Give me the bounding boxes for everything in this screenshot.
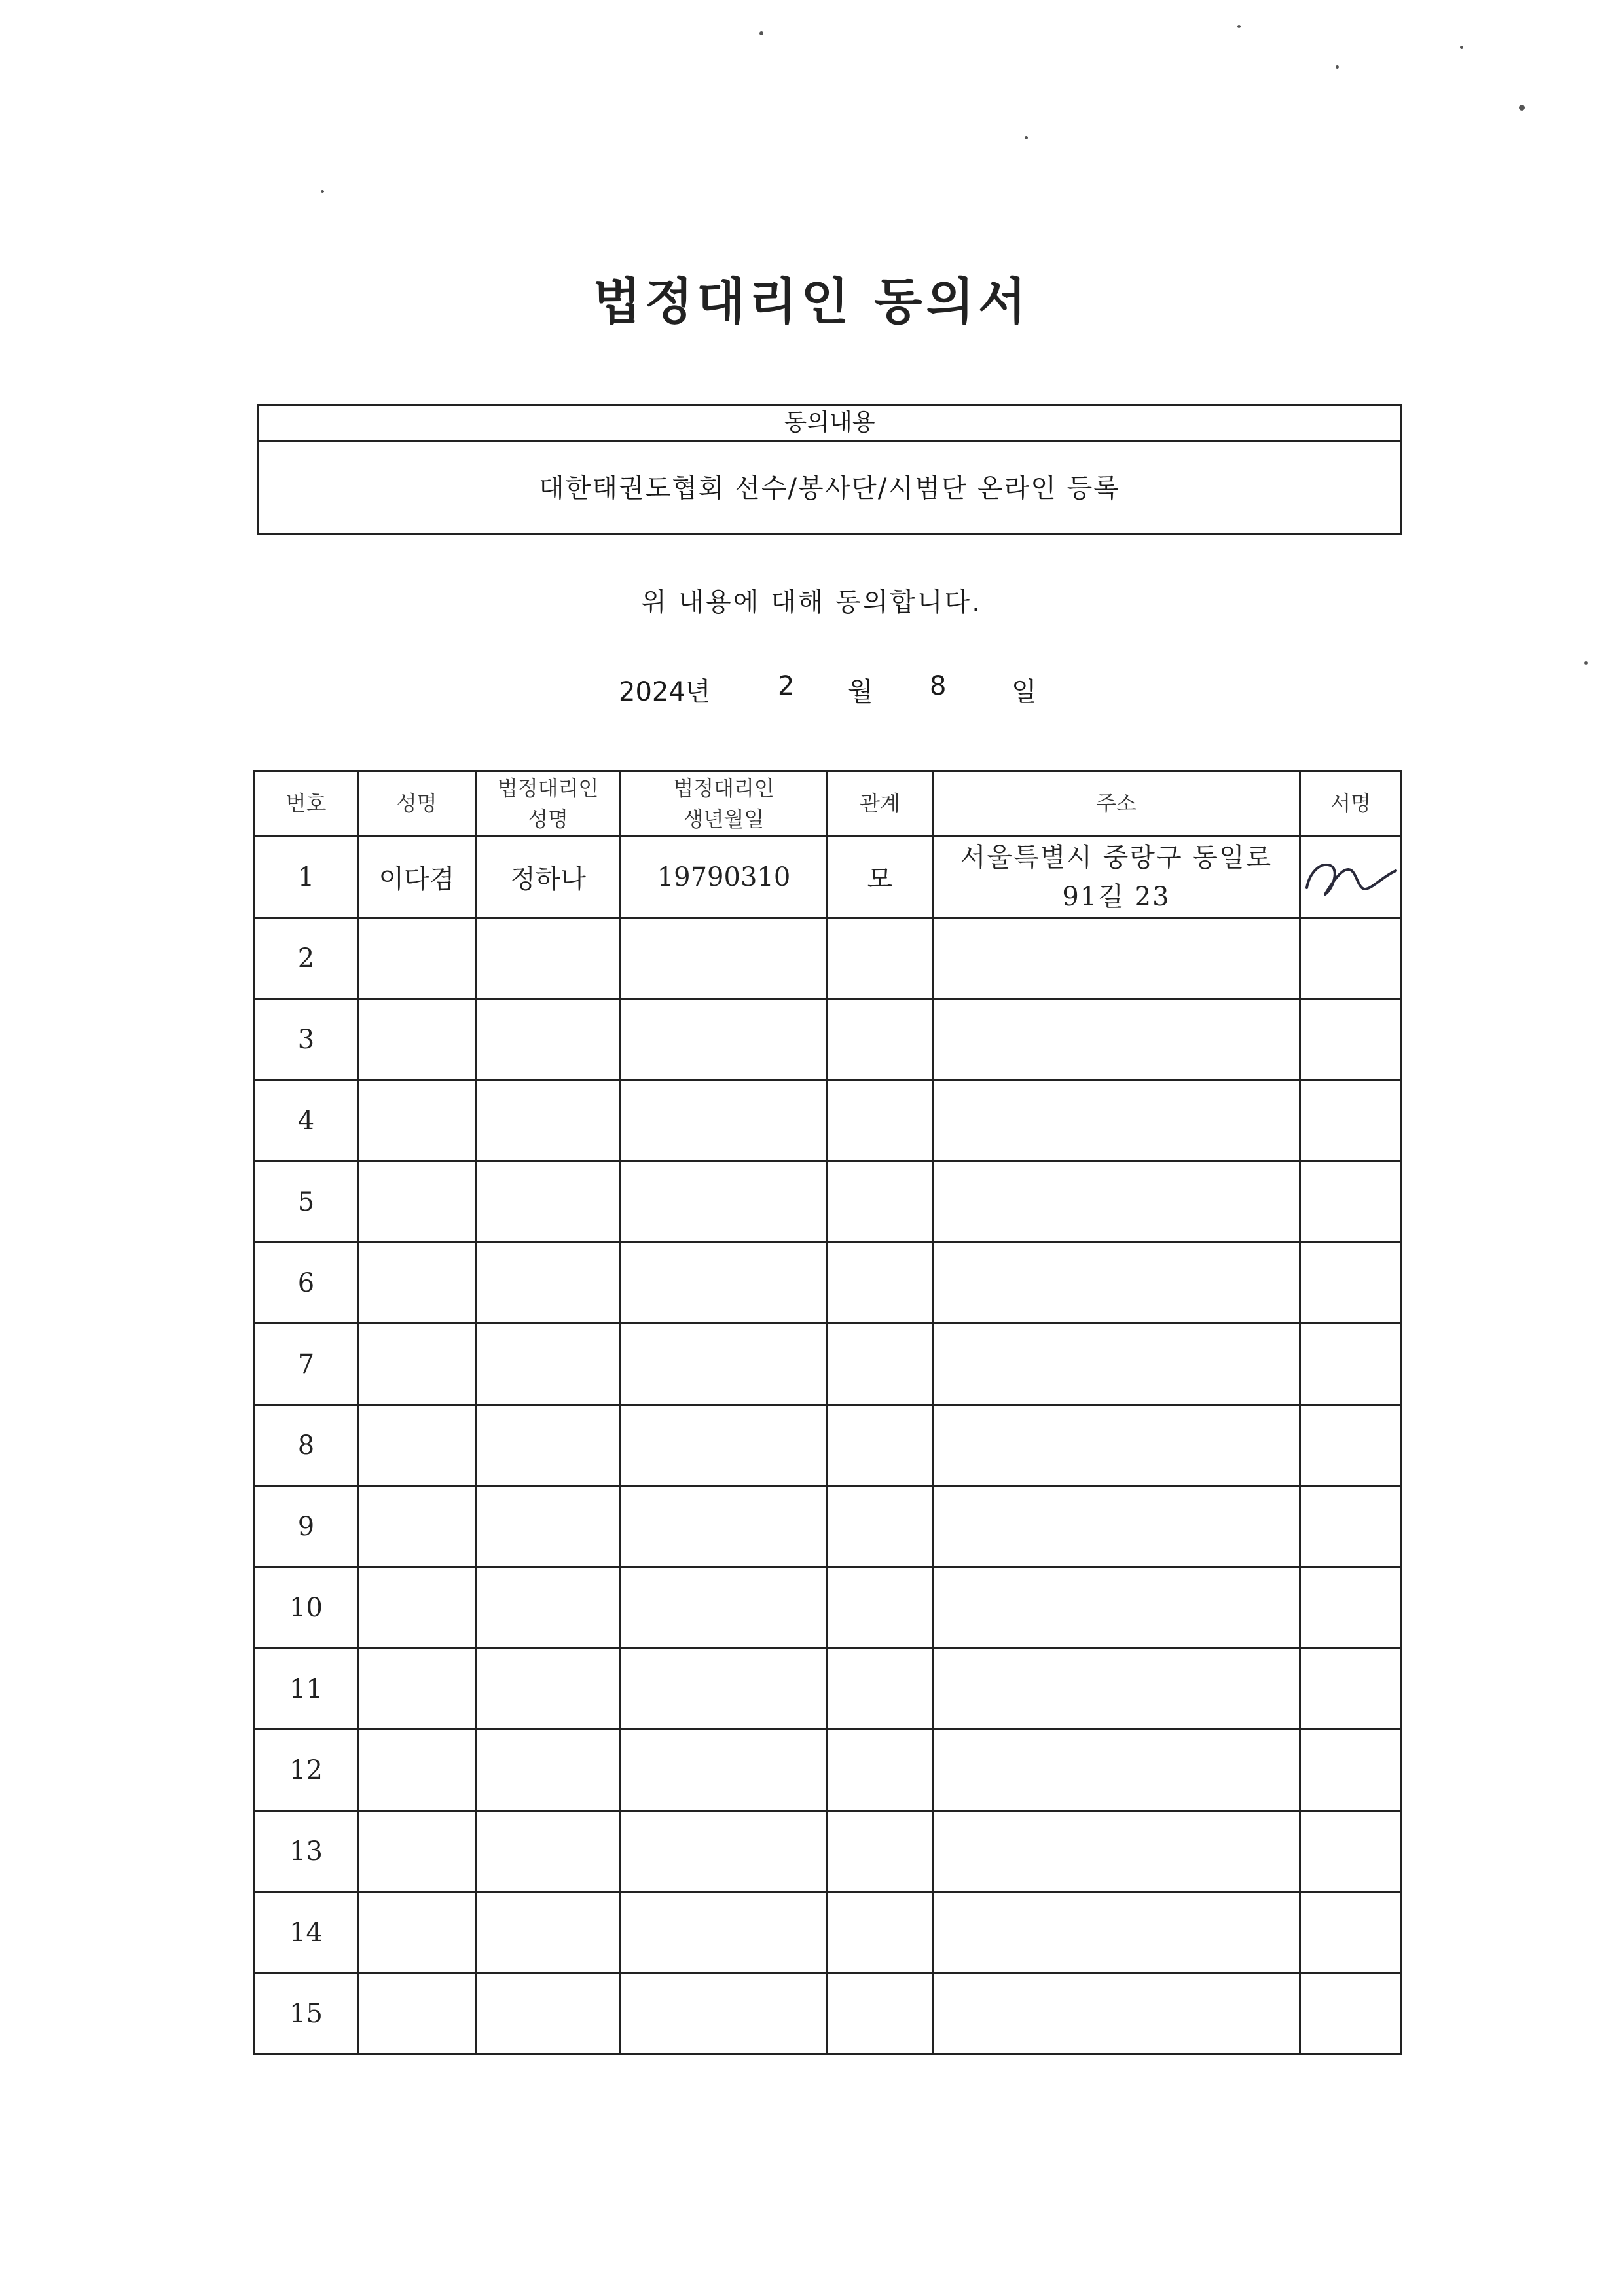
table-row — [255, 1649, 1402, 1730]
row-guardian-birth — [621, 1243, 828, 1324]
scan-speck — [321, 190, 324, 193]
row-relation — [828, 1892, 933, 1973]
header-guardian-name — [476, 771, 621, 837]
row-number: 5 — [255, 1161, 358, 1243]
row-number: 11 — [255, 1649, 358, 1730]
row-number: 6 — [255, 1243, 358, 1324]
table-row — [255, 1486, 1402, 1567]
scan-speck — [1584, 661, 1588, 665]
row-number: 13 — [255, 1811, 358, 1892]
row-number: 7 — [255, 1324, 358, 1405]
row-signature — [1300, 1892, 1402, 1973]
row-address — [933, 1567, 1300, 1649]
table-row — [255, 1567, 1402, 1649]
row-address — [933, 1811, 1300, 1892]
row-address — [933, 1730, 1300, 1811]
row-guardian-birth — [621, 1567, 828, 1649]
row-guardian-birth — [621, 1080, 828, 1161]
scan-speck — [1237, 25, 1241, 28]
table-row — [255, 1080, 1402, 1161]
table-row — [255, 999, 1402, 1080]
header-no: 번호 — [255, 771, 358, 837]
row-relation — [828, 1243, 933, 1324]
table-row — [255, 1324, 1402, 1405]
row-guardian-birth — [621, 918, 828, 999]
row-name — [358, 999, 476, 1080]
row-name — [358, 1161, 476, 1243]
row-guardian-birth — [621, 1161, 828, 1243]
scan-speck — [1336, 65, 1339, 69]
consent-header: 동의내용 — [259, 406, 1400, 442]
row-name — [358, 1730, 476, 1811]
row-relation — [828, 1405, 933, 1486]
table-row — [255, 1811, 1402, 1892]
row-address-line2: 91길 23 — [1062, 881, 1171, 912]
row-address — [933, 1324, 1300, 1405]
table-row — [255, 1243, 1402, 1324]
row-signature — [1300, 1243, 1402, 1324]
row-number: 2 — [255, 918, 358, 999]
document-title: 법정대리인 동의서 — [593, 272, 1030, 331]
row-guardian-birth — [621, 1405, 828, 1486]
row-number: 3 — [255, 999, 358, 1080]
row-guardian-birth — [621, 1324, 828, 1405]
scan-speck — [1519, 105, 1525, 111]
row-signature — [1300, 1324, 1402, 1405]
date-day-unit: 일 — [1012, 677, 1037, 707]
agreement-statement: 위 내용에 대해 동의합니다. — [641, 587, 982, 617]
row-signature — [1300, 1730, 1402, 1811]
table-row — [255, 1161, 1402, 1243]
row-relation — [828, 1649, 933, 1730]
scan-speck — [1025, 136, 1028, 139]
row-guardian-birth — [621, 1649, 828, 1730]
row-number: 1 — [255, 837, 358, 918]
row-guardian-birth — [621, 999, 828, 1080]
row-guardian-name — [476, 1324, 621, 1405]
row-signature — [1300, 1161, 1402, 1243]
row-number: 12 — [255, 1730, 358, 1811]
row-guardian-birth — [621, 1892, 828, 1973]
handwritten-signature — [1302, 851, 1400, 903]
row-relation — [828, 1973, 933, 2054]
row-relation: 모 — [828, 837, 933, 918]
row-relation — [828, 1486, 933, 1567]
row-relation — [828, 918, 933, 999]
scan-speck — [1460, 46, 1463, 49]
header-relation: 관계 — [828, 771, 933, 837]
date-year: 2024년 — [619, 677, 711, 707]
row-guardian-birth — [621, 1811, 828, 1892]
scan-speck — [759, 31, 763, 35]
table-row — [255, 837, 1402, 918]
date-day: 8 — [930, 671, 947, 701]
row-address-line1: 서울특별시 중랑구 동일로 — [960, 842, 1273, 873]
row-guardian-name — [476, 1973, 621, 2054]
row-guardian-name — [476, 1080, 621, 1161]
header-address: 주소 — [933, 771, 1300, 837]
row-guardian-name — [476, 1486, 621, 1567]
row-guardian-birth — [621, 1730, 828, 1811]
header-guardian-birth — [621, 771, 828, 837]
row-relation — [828, 1811, 933, 1892]
table-row — [255, 1730, 1402, 1811]
row-name — [358, 1973, 476, 2054]
row-address — [933, 1405, 1300, 1486]
row-name — [358, 1243, 476, 1324]
row-signature — [1300, 837, 1402, 918]
row-address — [933, 1892, 1300, 1973]
row-guardian-name — [476, 1567, 621, 1649]
row-guardian-name — [476, 1892, 621, 1973]
row-number: 4 — [255, 1080, 358, 1161]
row-name — [358, 1567, 476, 1649]
row-number: 9 — [255, 1486, 358, 1567]
row-guardian-name — [476, 1649, 621, 1730]
row-address — [933, 1080, 1300, 1161]
consent-box — [257, 404, 1402, 535]
row-number: 15 — [255, 1973, 358, 2054]
row-name — [358, 918, 476, 999]
row-signature — [1300, 918, 1402, 999]
header-guardian-birth-line1: 법정대리인 — [673, 776, 775, 801]
row-relation — [828, 1324, 933, 1405]
row-address — [933, 1649, 1300, 1730]
row-guardian-name — [476, 1405, 621, 1486]
row-signature — [1300, 1567, 1402, 1649]
table-row — [255, 1973, 1402, 2054]
table-row — [255, 1405, 1402, 1486]
row-guardian-name — [476, 918, 621, 999]
row-guardian-birth — [621, 1973, 828, 2054]
row-guardian-birth: 19790310 — [621, 837, 828, 918]
row-relation — [828, 999, 933, 1080]
header-guardian-name-line1: 법정대리인 — [497, 776, 599, 801]
header-guardian-name-line2: 성명 — [528, 806, 568, 831]
row-address — [933, 837, 1300, 918]
row-number: 8 — [255, 1405, 358, 1486]
row-signature — [1300, 1973, 1402, 2054]
row-name — [358, 1080, 476, 1161]
row-address — [933, 1486, 1300, 1567]
row-signature — [1300, 1811, 1402, 1892]
row-signature — [1300, 1486, 1402, 1567]
row-name: 이다겸 — [358, 837, 476, 918]
row-number: 14 — [255, 1892, 358, 1973]
row-name — [358, 1811, 476, 1892]
row-signature — [1300, 999, 1402, 1080]
table-row — [255, 918, 1402, 999]
row-guardian-birth — [621, 1486, 828, 1567]
row-relation — [828, 1730, 933, 1811]
registration-table — [253, 770, 1402, 2055]
row-address — [933, 999, 1300, 1080]
consent-content: 대한태권도협회 선수/봉사단/시범단 온라인 등록 — [539, 473, 1120, 503]
row-name — [358, 1405, 476, 1486]
row-number: 10 — [255, 1567, 358, 1649]
row-relation — [828, 1080, 933, 1161]
row-name — [358, 1892, 476, 1973]
row-guardian-name — [476, 1811, 621, 1892]
row-name — [358, 1486, 476, 1567]
date-month: 2 — [778, 671, 795, 701]
header-guardian-birth-line2: 생년월일 — [683, 806, 765, 831]
header-name: 성명 — [358, 771, 476, 837]
row-address — [933, 918, 1300, 999]
row-guardian-name — [476, 1730, 621, 1811]
row-signature — [1300, 1080, 1402, 1161]
row-relation — [828, 1567, 933, 1649]
table-row — [255, 1892, 1402, 1973]
header-signature: 서명 — [1300, 771, 1402, 837]
row-signature — [1300, 1405, 1402, 1486]
row-relation — [828, 1161, 933, 1243]
row-guardian-name: 정하나 — [476, 837, 621, 918]
row-guardian-name — [476, 999, 621, 1080]
date-month-unit: 월 — [848, 677, 873, 707]
row-address — [933, 1973, 1300, 2054]
row-signature — [1300, 1649, 1402, 1730]
row-name — [358, 1324, 476, 1405]
table-header-row — [255, 771, 1402, 837]
row-name — [358, 1649, 476, 1730]
row-guardian-name — [476, 1161, 621, 1243]
row-address — [933, 1243, 1300, 1324]
row-address — [933, 1161, 1300, 1243]
row-guardian-name — [476, 1243, 621, 1324]
